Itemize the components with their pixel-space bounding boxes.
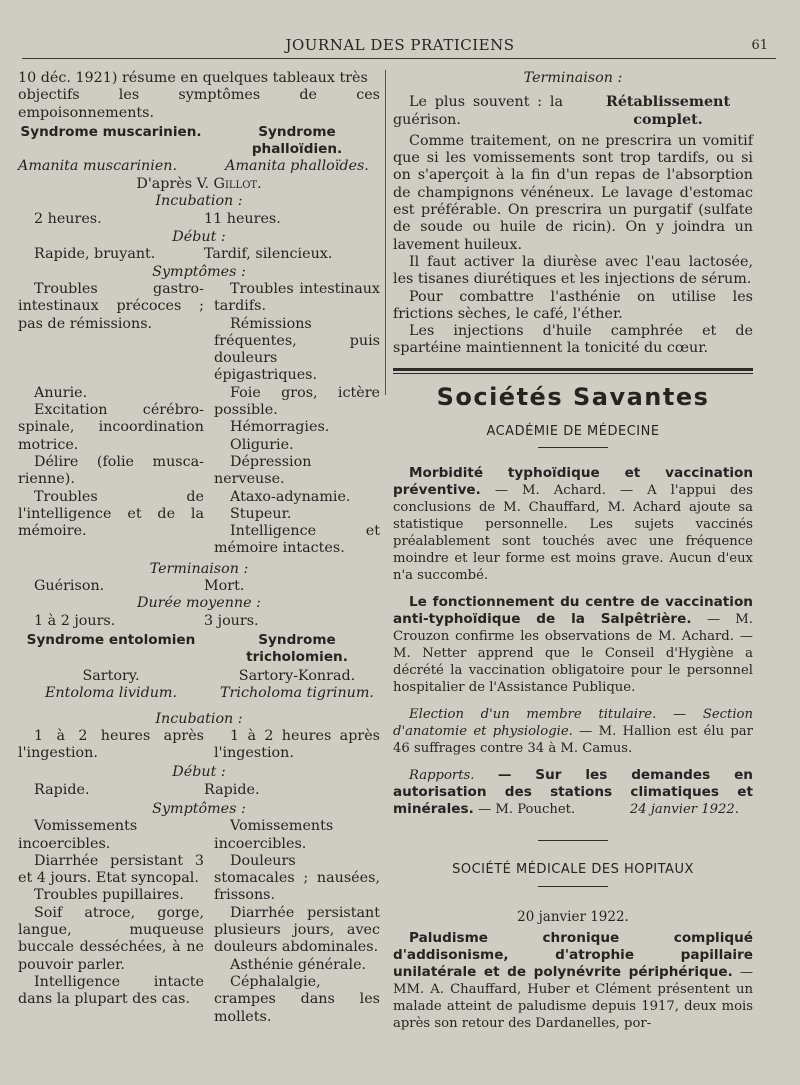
symptomes-heading: Symptômes : <box>152 263 246 280</box>
terminaison-entolomien: Le plus souvent : la guérison. <box>393 94 563 128</box>
debut-tricholomien: Rapide. <box>204 781 260 798</box>
symptom-tricholomien: Douleurs stomacales ; nausées, frissons. <box>214 852 380 904</box>
section-rule-thin <box>393 373 753 374</box>
author-sartory: Sartory. <box>82 667 140 684</box>
article-paludisme: Paludisme chronique compliqué d'addisonisme, d'atrophie papillaire unilatérale et de polynévrite périphérique. — MM. A. Chauffard, Huber et Clément présentent un malade atteint de paludisme depuis 1917, deux mois après son retour des Dardanelles, por- <box>393 929 753 1031</box>
symptom-phalloidien: Rémissions fréquentes, puis douleurs épigastriques. <box>214 315 380 384</box>
symptom-phalloidien: Troubles intestinaux tardifs. <box>214 280 380 315</box>
terminaison-phalloidien: Mort. <box>204 578 245 595</box>
incubation-tricholomien: 1 à 2 heures après l'ingestion. <box>214 727 380 762</box>
syndrome-entolomien-heading: Syndrome entolomien <box>26 631 196 648</box>
symptom-phalloidien: Stupeur. <box>230 505 292 522</box>
terminaison-tricholomien: Rétablissement complet. <box>605 94 731 128</box>
short-rule-3 <box>538 886 608 887</box>
debut-phalloidien: Tardif, silencieux. <box>204 246 333 263</box>
symptom-entolomien: Intelligence intacte dans la plupart des cas. <box>18 973 204 1008</box>
author-gillot: Gillot. <box>213 176 262 193</box>
column-divider <box>385 70 386 395</box>
duree-heading: Durée moyenne : <box>137 595 261 612</box>
syndrome-phalloidien-heading: Syndrome phalloïdien. <box>251 123 343 157</box>
article-title: Paludisme chronique compliqué d'addisonisme, d'atrophie papillaire unilatérale et de polynévrite périphérique. <box>393 929 753 980</box>
article-title: Morbidité typhoïdique et vaccination préventive. <box>393 465 753 499</box>
academie-heading: ACADÉMIE DE MÉDECINE <box>486 424 660 440</box>
header-rule <box>22 58 776 59</box>
symptom-muscarinien: Troubles de l'intelligence et de la mémoire. <box>18 488 204 540</box>
symptomes-heading-2: Symptômes : <box>152 800 246 817</box>
symptom-entolomien: Vomissements incoercibles. <box>18 818 138 852</box>
symptom-phalloidien: Oligurie. <box>230 436 294 453</box>
symptom-phalloidien: Dépression nerveuse. <box>214 453 312 488</box>
journal-title: JOURNAL DES PRATICIENS <box>285 36 515 54</box>
societe-heading: SOCIÉTÉ MÉDICALE DES HOPITAUX <box>452 862 694 878</box>
incubation-heading: Incubation : <box>155 193 243 210</box>
article-date: 24 janvier 1922. <box>629 802 739 818</box>
page-header <box>20 36 780 58</box>
debut-muscarinien: Rapide, bruyant. <box>34 246 156 263</box>
symptom-muscarinien: Troubles gastro-intestinaux précoces ; pas de rémissions. <box>18 280 204 332</box>
symptom-entolomien: Diarrhée persistant 3 et 4 jours. Etat syncopal. <box>18 852 204 887</box>
symptom-tricholomien: Vomissements incoercibles. <box>214 818 334 852</box>
intro-line-2: objectifs les symptômes de ces empoisonnements. <box>18 87 380 121</box>
syndrome-muscarinien-heading: Syndrome muscarinien. <box>20 123 202 140</box>
asthenia-paragraph: Pour combattre l'asthénie on utilise les frictions sèches, le café, l'éther. <box>393 288 753 322</box>
species-entoloma-lividum: Entoloma lividum. <box>44 685 178 702</box>
symptom-tricholomien: Asthénie générale. <box>230 956 367 973</box>
symptom-phalloidien: Foie gros, ictère possible. <box>214 384 380 419</box>
duree-muscarinien: 1 à 2 jours. <box>34 612 116 629</box>
symptom-phalloidien: Ataxo-adynamie. <box>230 488 351 505</box>
treatment-paragraph: Comme traitement, on ne prescrira un vomitif que si les vomissements sont trop tardifs, ou si on s'aperçoit à la fin d'un repas de l'absorption de champignons vénéneux. Le lavage d'estomac est préférable. On prescrira un purgatif (sulfate de soude ou huile de ricin). On y joindra un lavement huileux. <box>393 132 753 253</box>
camphor-paragraph: Les injections d'huile camphrée et de spartéine maintiennent la tonicité du cœur. <box>393 323 753 357</box>
species-amanita-muscarinien: Amanita muscarinien. <box>18 157 178 174</box>
page-number: 61 <box>751 38 768 53</box>
symptom-entolomien: Troubles pupillaires. <box>34 887 184 904</box>
left-column <box>18 70 380 1026</box>
article-election: Election d'un membre titulaire. — Section d'anatomie et physiologie. — M. Hallion est élu par 46 suffrages contre 34 à M. Camus. <box>393 707 753 757</box>
species-amanita-phalloides: Amanita phalloïdes. <box>225 157 369 174</box>
incubation-muscarinien: 2 heures. <box>34 210 102 227</box>
section-rule-thick <box>393 368 753 371</box>
article-title: Le fonctionnement du centre de vaccination anti-typhoïdique de la Salpêtrière. <box>393 594 753 628</box>
article-salpetriere: Le fonctionnement du centre de vaccination anti-typhoïdique de la Salpêtrière. — M. Crouzon confirme les observations de M. Achard. — M. Netter apprend que le Conseil d'Hygiène a décrété la vaccination obligatoire pour le personnel hospitalier de l'Assistance Publique. <box>393 594 753 696</box>
syndrome-tricholomien-heading: Syndrome tricholomien. <box>246 631 348 665</box>
terminaison-muscarinien: Guérison. <box>34 578 105 595</box>
symptom-muscarinien: Anurie. <box>34 384 88 401</box>
source-attribution: D'après V. Gillot. <box>136 176 262 193</box>
symptom-entolomien: Soif atroce, gorge, langue, muqueuse buccale desséchées, à ne pouvoir parler. <box>18 904 204 973</box>
diuresis-paragraph: Il faut activer la diurèse avec l'eau lactosée, les tisanes diurétiques et les injections de sérum. <box>393 253 753 288</box>
symptom-tricholomien: Diarrhée persistant plusieurs jours, avec douleurs abdominales. <box>214 904 380 956</box>
debut-heading: Début : <box>172 229 226 246</box>
duree-phalloidien: 3 jours. <box>204 612 259 629</box>
symptom-phalloidien: Intelligence et mémoire intactes. <box>214 523 380 557</box>
session-date: 20 janvier 1922. <box>517 908 629 925</box>
short-rule-2 <box>538 840 608 841</box>
symptom-tricholomien: Céphalalgie, crampes dans les mollets. <box>214 973 380 1025</box>
short-rule <box>538 447 608 448</box>
symptom-muscarinien: Excitation cérébro-spinale, incoordination motrice. <box>18 402 204 453</box>
symptom-phalloidien: Hémorragies. <box>230 419 330 436</box>
section-title: Sociétés Savantes <box>436 382 710 411</box>
debut-heading-2: Début : <box>172 764 226 781</box>
debut-entolomien: Rapide. <box>34 781 90 798</box>
intro-line-1: 10 déc. 1921) résume en quelques tableaux très <box>18 70 368 86</box>
terminaison-heading-3: Terminaison : <box>523 70 623 86</box>
incubation-entolomien: 1 à 2 heures après l'ingestion. <box>18 727 204 762</box>
author-sartory-konrad: Sartory-Konrad. <box>238 667 356 684</box>
article-morbidite: Morbidité typhoïdique et vaccination préventive. — M. Achard. — A l'appui des conclusions de M. Chauffard, M. Achard ajoute sa statistique personnelle. Les sujets vaccinés préalablement sont touchés avec une fréquence moindre et leur forme est moins grave. Aucun d'eux n'a succombé. <box>393 465 753 584</box>
species-tricholoma-tigrinum: Tricholoma tigrinum. <box>220 685 374 702</box>
incubation-phalloidien: 11 heures. <box>204 210 281 227</box>
symptom-muscarinien: Délire (folie musca-rienne). <box>18 454 204 488</box>
right-column <box>393 70 753 1032</box>
article-rapports: Rapports. — Sur les demandes en autorisation des stations climatiques et minérales. — M. Pouchet. 24 janvier 1922. <box>393 767 753 818</box>
article-title: Election d'un membre titulaire. — Section d'anatomie et physiologie. <box>393 707 753 740</box>
incubation-heading-2: Incubation : <box>155 710 243 727</box>
article-title: — Sur les demandes en autorisation des stations climatiques et minérales. <box>393 767 753 818</box>
terminaison-heading: Terminaison : <box>149 560 249 577</box>
